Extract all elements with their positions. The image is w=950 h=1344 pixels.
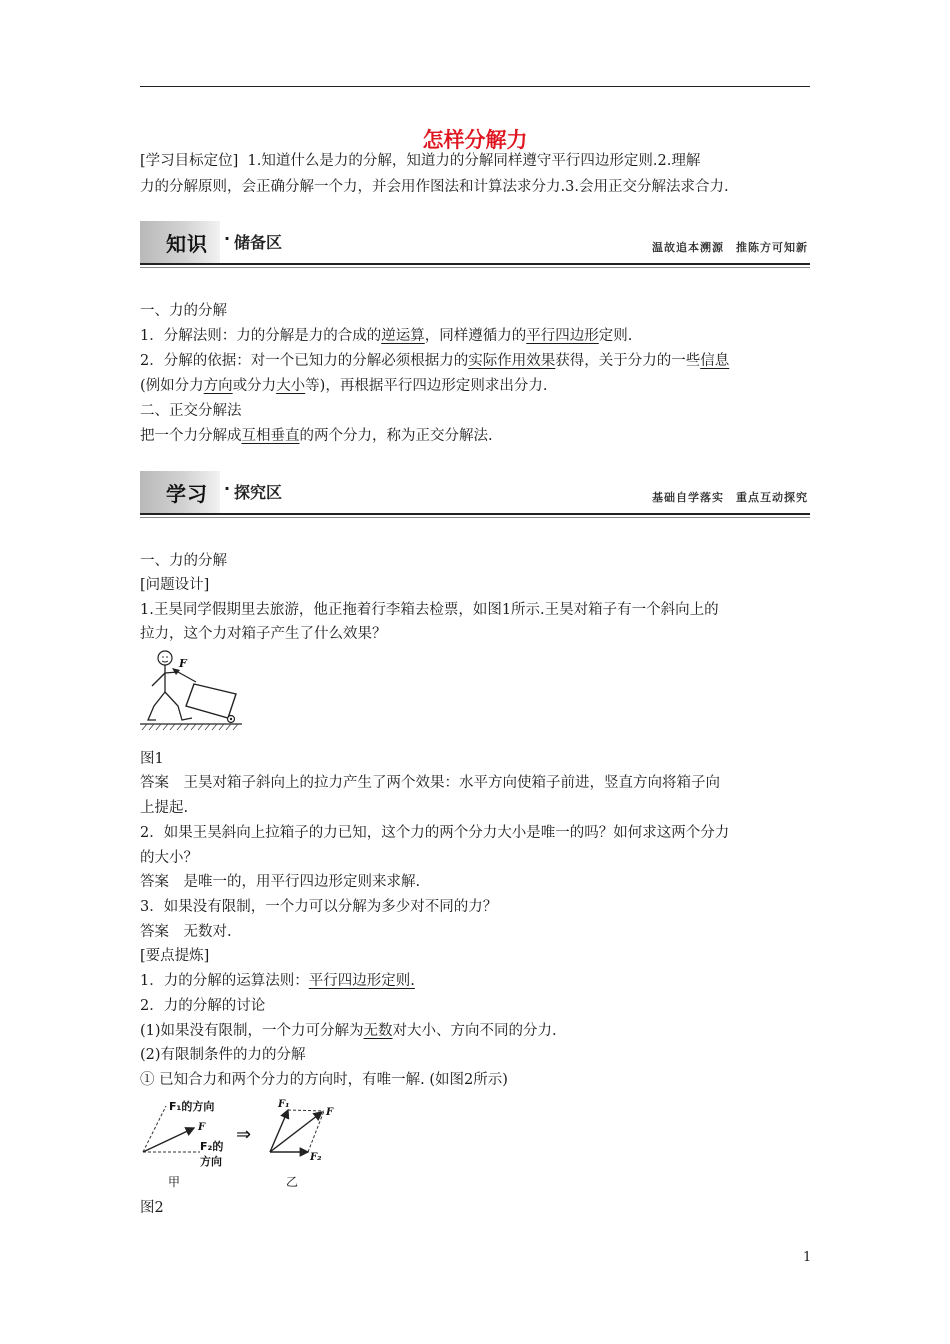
underlined-answer: 方向	[203, 378, 233, 394]
figure-2-label-yi: 乙	[286, 1175, 299, 1189]
text: 1．分解法则：力的分解是力的合成的	[140, 328, 382, 344]
key-point-3	[140, 1020, 557, 1042]
text: 等)，再根据平行四边形定则求出分力.	[305, 378, 548, 394]
underlined-answer: 平行四边形	[526, 328, 599, 344]
text: 的两个分力，称为正交分解法.	[299, 428, 493, 444]
answer-1-line-1: 答案 王昊对箱子斜向上的拉力产生了两个效果：水平方向使箱子前进，竖直方向将箱子向	[140, 775, 720, 791]
f2-direction-label-1: F₂的	[200, 1140, 224, 1153]
answer-3: 答案 无数对.	[140, 924, 232, 940]
review-line-4	[140, 425, 493, 447]
text: (1)如果没有限制，一个力可分解为	[140, 1023, 364, 1039]
figure-1-luggage	[138, 646, 250, 732]
text: (例如分力	[140, 378, 204, 394]
text: 把一个力分解成	[140, 428, 242, 444]
figure-2-decomposition	[138, 1092, 338, 1192]
question-1-line-1: 1.王昊同学假期里去旅游，他正拖着行李箱去检票，如图1所示.王昊对箱子有一个斜向上的	[140, 602, 719, 618]
underlined-answer: 平行四边形定则.	[308, 973, 415, 989]
f1-label: F₁	[278, 1099, 290, 1110]
review-line-2	[140, 350, 729, 372]
page-number: 1	[803, 1250, 812, 1265]
header-rule	[140, 86, 810, 87]
figure-2-caption: 图2	[140, 1200, 164, 1216]
section-main-label: 知识	[166, 232, 208, 256]
review-heading-1: 一、力的分解	[140, 303, 227, 319]
text: 1．力的分解的运算法则：	[140, 973, 309, 989]
key-point-4: (2)有限制条件的力的分解	[140, 1047, 306, 1063]
underlined-answer: 逆运算	[381, 328, 425, 344]
f1-direction-label: F₁的方向	[169, 1100, 215, 1113]
question-2-line-2: 的大小？	[140, 850, 198, 866]
text: 或分力	[232, 378, 277, 394]
key-point-5: ① 已知合力和两个分力的方向时，有唯一解. (如图2所示)	[140, 1072, 508, 1088]
underlined-answer: 实际作用效果	[468, 353, 556, 369]
figure-2-label-jia: 甲	[168, 1175, 181, 1189]
underlined-answer: 互相垂直	[241, 428, 300, 444]
problem-design-label: [问题设计]	[140, 577, 210, 593]
section-sub-label: 储备区	[234, 233, 283, 252]
f2-label: F₂	[310, 1152, 322, 1163]
section-rule-thin	[140, 267, 810, 268]
f-label-left: F	[198, 1122, 206, 1133]
section-dot: ·	[224, 229, 231, 248]
key-point-1	[140, 970, 415, 992]
answer-1-line-2: 上提起.	[140, 800, 189, 816]
answer-2: 答案 是唯一的，用平行四边形定则来求解.	[140, 874, 421, 890]
question-2-line-1: 2．如果王昊斜向上拉箱子的力已知，这个力的两个分力大小是唯一的吗？如何求这两个分力	[140, 825, 730, 841]
section-motto: 温故追本溯源 推陈方可知新	[652, 241, 808, 254]
section-main-label: 学习	[166, 482, 208, 506]
implies-arrow: ⇒	[236, 1124, 252, 1145]
section-header-study	[140, 471, 810, 515]
section-sub-label: 探究区	[234, 483, 283, 502]
study-heading-1: 一、力的分解	[140, 553, 227, 569]
objectives-tag: [学习目标定位]	[140, 153, 239, 169]
question-1-line-2: 拉力，这个力对箱子产生了什么效果？	[140, 626, 387, 642]
review-line-3	[140, 375, 547, 397]
section-rule	[140, 263, 810, 265]
f2-direction-label-2: 方向	[200, 1155, 222, 1168]
key-point-2: 2．力的分解的讨论	[140, 998, 266, 1014]
underlined-answer: 信息	[700, 353, 730, 369]
objectives-line-1	[140, 150, 700, 172]
f-label-right: F	[326, 1107, 334, 1118]
section-motto: 基础自学落实 重点互动探究	[652, 491, 808, 504]
section-rule	[140, 513, 810, 515]
objectives-text-1: 1.知道什么是力的分解，知道力的分解同样遵守平行四边形定则.2.理解	[247, 153, 701, 169]
underlined-answer: 大小	[276, 378, 306, 394]
text: 2．分解的依据：对一个已知力的分解必须根据力的	[140, 353, 469, 369]
question-3: 3．如果没有限制，一个力可以分解为多少对不同的力？	[140, 899, 498, 915]
underlined-answer: 无数	[363, 1023, 393, 1039]
section-dot: ·	[224, 479, 231, 498]
key-points-label: [要点提炼]	[140, 948, 210, 964]
objectives-line-2: 力的分解原则，会正确分解一个力，并会用作图法和计算法求分力.3.会用正交分解法求合力.	[140, 179, 729, 195]
text: 获得，关于分力的一些	[555, 353, 701, 369]
text: 定则.	[598, 328, 633, 344]
section-header-knowledge	[140, 221, 810, 265]
figure-1-caption: 图1	[140, 751, 164, 767]
section-rule-thin	[140, 517, 810, 518]
page-title: 怎样分解力	[422, 128, 528, 152]
figure-1-force-label: F	[179, 657, 187, 670]
text: ，同样遵循力的	[424, 328, 527, 344]
text: 对大小、方向不同的分力.	[392, 1023, 557, 1039]
review-line-1	[140, 325, 632, 347]
review-heading-2: 二、正交分解法	[140, 403, 242, 419]
